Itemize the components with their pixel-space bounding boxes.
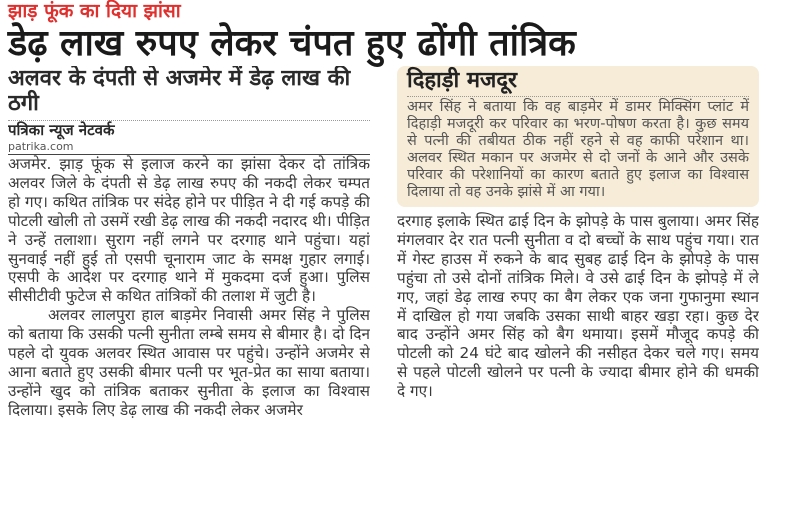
subheadline: अलवर के दंपती से अजमेर में डेढ़ लाख की ठगी [8, 66, 351, 116]
kicker: झाड़ फूंक का दिया झांसा [8, 0, 181, 22]
headline: डेढ़ लाख रुपए लेकर चंपत हुए ढोंगी तांत्रिक [8, 23, 576, 64]
paragraph: अजमेर. झाड़ फूंक से इलाज करने का झांसा देकर दो तांत्रिक अलवर जिले के दंपती से डेढ़ लाख रुपए की नकदी लेकर चम्पत हो गए। कथित तांत्रिक पर संदेह होने पर पीड़ित ने दी गई कपड़े की पोटली खोली तो उसमें रखी डेढ़ लाख की नकदी नदारद थी। पीड़ित ने उन्हें तलाशा। सुराग नहीं लगने पर दरगाह थाने पहुंचा। यहां सुनवाई नहीं हुई तो एसपी चूनाराम जाट के समक्ष गुहार लगाई। एसपी के आदेश पर दरगाह थाने में मुकदमा दर्ज हुआ। पुलिस सीसीटीवी फुटेज से कथित तांत्रिकों की तलाश में जुटी है। [8, 155, 370, 306]
paragraph: अलवर लालपुरा हाल बाड़मेर निवासी अमर सिंह ने पुलिस को बताया कि उसकी पत्नी सुनीता लम्बे समय से बीमार है। दो दिन पहले दो युवक अलवर स्थित आवास पर पहुंचे। उन्होंने अजमेर से आना बताते हुए उसकी बीमार पत्नी पर भूत-प्रेत का साया बताया। उन्होंने खुद को तांत्रिक बताकर सुनीता के इलाज का विश्वास दिलाया। इसके लिए डेढ़ लाख की नकदी लेकर अजमेर [8, 306, 370, 419]
article-column-right [397, 212, 759, 532]
sidebar-box-text: अमर सिंह ने बताया कि वह बाड़मेर में डामर मिक्सिंग प्लांट में दिहाड़ी मजदूरी कर परिवार का भरण-पोषण करता है। कुछ समय से पत्नी की तबीयत ठीक नहीं रहने से वह काफी परेशान था। अलवर स्थित मकान पर अजमेर से दो जनों के आने और उसके परिवार की परेशानियों का कारण बताते हुए इलाज का विश्वास दिलाया तो वह उनके झांसे में आ गया। [407, 99, 749, 200]
sidebar-box [397, 66, 759, 207]
sidebar-box-title: दिहाड़ी मजदूर [407, 66, 749, 97]
left-column [8, 66, 370, 532]
byline: पत्रिका न्यूज नेटवर्क [8, 121, 115, 139]
right-column [397, 66, 759, 532]
article-column-left [8, 155, 370, 532]
paragraph: दरगाह इलाके स्थित ढाई दिन के झोपड़े के पास बुलाया। अमर सिंह मंगलवार देर रात पत्नी सुनीता व दो बच्चों के साथ पहुंच गया। रात में गेस्ट हाउस में रुकने के बाद सुबह ढाई दिन के झोपड़े के पास पहुंचा तो उसे दोनों तांत्रिक मिले। वे उसे ढाई दिन के झोपड़े में ले गए, जहां डेढ़ लाख रुपए का बैग लेकर एक जना गुफानुमा स्थान में दाखिल हो गया जबकि उसका साथी बाहर खड़ा रहा। कुछ देर बाद उन्होंने अमर सिंह को बैग थमाया। इसमें मौजूद कपड़े की पोटली को 24 घंटे बाद खोलने की नसीहत देकर चले गए। समय से पहले पोटली खोलने पर पत्नी के ज्यादा बीमार होने की धमकी दे गए। [397, 212, 759, 401]
article-columns [8, 66, 793, 532]
website: patrika.com [8, 140, 74, 153]
